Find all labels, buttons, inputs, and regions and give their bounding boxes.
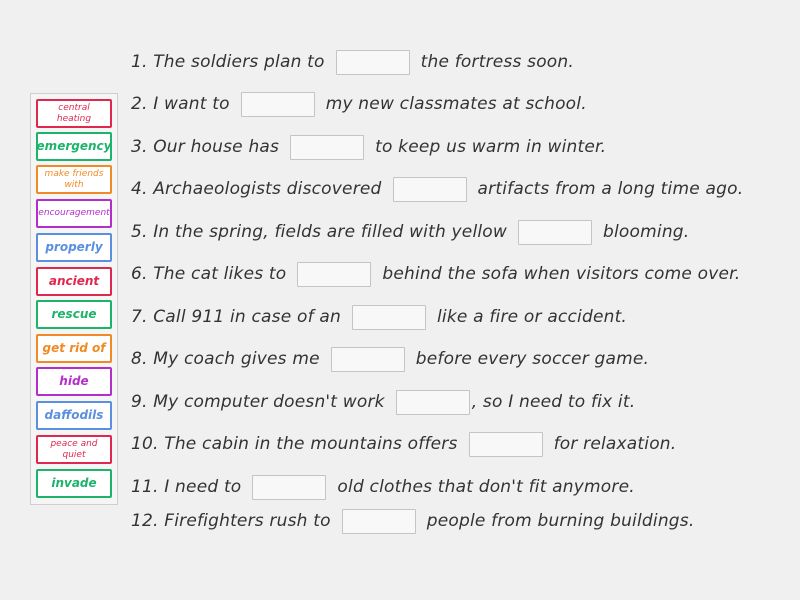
answer-drop-zone[interactable]	[518, 220, 592, 245]
question-text-before: 3. Our house has	[131, 137, 280, 157]
answer-drop-zone[interactable]	[252, 475, 326, 500]
question-row	[131, 303, 627, 331]
question-text-before: 4. Archaeologists discovered	[131, 179, 382, 199]
question-row	[131, 388, 635, 416]
word-chip[interactable]: daffodils	[36, 401, 112, 430]
question-row	[131, 90, 587, 118]
answer-drop-zone[interactable]	[393, 177, 467, 202]
question-row	[131, 345, 649, 373]
question-text-before: 1. The soldiers plan to	[131, 52, 325, 72]
question-text-after: , so I need to fix it.	[471, 392, 636, 412]
word-chip[interactable]: get rid of	[36, 334, 112, 363]
question-text-before: 9. My computer doesn't work	[131, 392, 385, 412]
question-text-before: 10. The cabin in the mountains offers	[131, 434, 458, 454]
question-text-before: 11. I need to	[131, 477, 242, 497]
word-chip[interactable]: make friends with	[36, 165, 112, 194]
word-chip[interactable]: peace and quiet	[36, 435, 112, 464]
question-row	[131, 218, 689, 246]
word-chip[interactable]: ancient	[36, 267, 112, 296]
question-row	[131, 133, 606, 161]
question-row	[131, 430, 676, 458]
answer-drop-zone[interactable]	[297, 262, 371, 287]
answer-drop-zone[interactable]	[290, 135, 364, 160]
question-row	[131, 175, 743, 203]
question-text-after: like a fire or accident.	[436, 307, 628, 327]
question-row	[131, 48, 574, 76]
word-chip[interactable]: invade	[36, 469, 112, 498]
answer-drop-zone[interactable]	[396, 390, 470, 415]
answer-drop-zone[interactable]	[241, 92, 315, 117]
question-text-before: 6. The cat likes to	[131, 264, 287, 284]
question-text-before: 12. Firefighters rush to	[131, 511, 331, 531]
question-text-after: old clothes that don't fit anymore.	[337, 477, 635, 497]
answer-drop-zone[interactable]	[342, 509, 416, 534]
question-text-before: 2. I want to	[131, 94, 230, 114]
question-text-after: the fortress soon.	[420, 52, 574, 72]
word-bank	[30, 93, 118, 505]
answer-drop-zone[interactable]	[336, 50, 410, 75]
question-text-before: 5. In the spring, fields are filled with yellow	[131, 222, 508, 242]
word-chip[interactable]: properly	[36, 233, 112, 262]
word-chip[interactable]: emergency	[36, 132, 112, 161]
question-text-after: behind the sofa when visitors come over.	[382, 264, 741, 284]
question-text-after: artifacts from a long time ago.	[477, 179, 744, 199]
question-text-before: 8. My coach gives me	[131, 349, 320, 369]
question-text-after: before every soccer game.	[415, 349, 650, 369]
question-text-after: my new classmates at school.	[325, 94, 587, 114]
question-text-after: for relaxation.	[553, 434, 677, 454]
word-chip[interactable]: hide	[36, 367, 112, 396]
question-text-after: to keep us warm in winter.	[375, 137, 607, 157]
answer-drop-zone[interactable]	[331, 347, 405, 372]
question-row	[131, 507, 694, 535]
word-chip[interactable]: rescue	[36, 300, 112, 329]
word-chip[interactable]: central heating	[36, 99, 112, 128]
question-text-after: people from burning buildings.	[426, 511, 695, 531]
question-row	[131, 260, 740, 288]
question-text-before: 7. Call 911 in case of an	[131, 307, 341, 327]
question-row	[131, 473, 635, 501]
answer-drop-zone[interactable]	[352, 305, 426, 330]
word-chip[interactable]: encouragement	[36, 199, 112, 228]
question-text-after: blooming.	[603, 222, 690, 242]
answer-drop-zone[interactable]	[469, 432, 543, 457]
